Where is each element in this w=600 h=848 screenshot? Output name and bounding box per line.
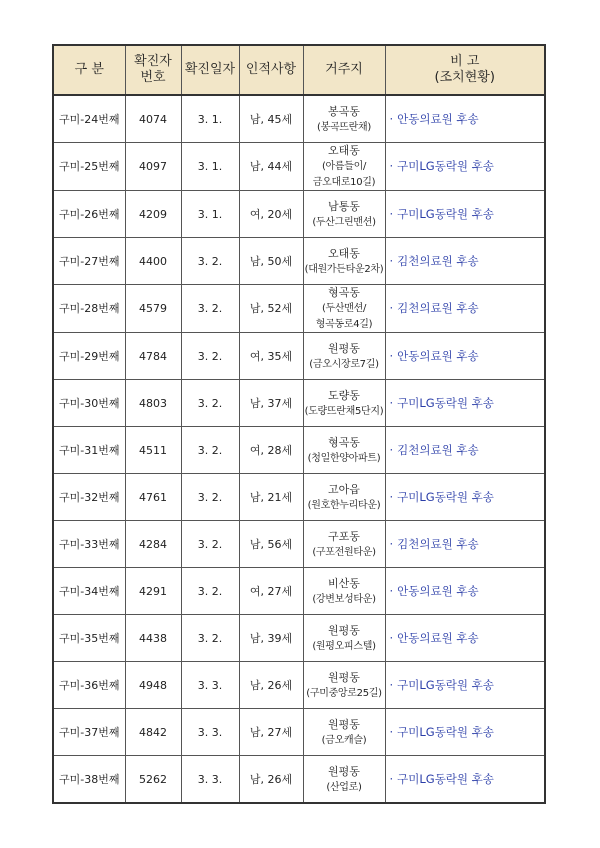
case-number-cell: 4209 <box>125 191 181 238</box>
residence-district: 고아읍 <box>328 482 360 496</box>
bullet-marker: · <box>389 253 394 268</box>
residence-district: 봉곡동 <box>328 104 360 118</box>
case-label-cell: 구미-28번째 <box>53 285 125 333</box>
residence-cell <box>303 662 385 709</box>
case-number-cell: 4579 <box>125 285 181 333</box>
residence-detail: 형곡동로4길) <box>315 319 373 330</box>
residence-cell <box>303 380 385 427</box>
table-row <box>53 238 545 285</box>
confirm-date-cell: 3. 2. <box>181 285 239 333</box>
remarks-text: 구미LG동락원 후송 <box>397 724 494 739</box>
remarks-cell <box>385 427 545 474</box>
bullet-marker: · <box>389 111 394 126</box>
case-number-cell: 4842 <box>125 709 181 756</box>
bullet-marker: · <box>389 301 394 315</box>
residence-cell <box>303 756 385 804</box>
remarks-cell <box>385 380 545 427</box>
remarks-text: 안동의료원 후송 <box>397 630 479 645</box>
remarks-cell <box>385 474 545 521</box>
remarks-cell <box>385 568 545 615</box>
table-row <box>53 709 545 756</box>
residence-detail: (산업로) <box>326 781 362 793</box>
confirm-date-cell: 3. 2. <box>181 427 239 474</box>
remarks-cell <box>385 143 545 191</box>
residence-detail: (두산맨션/ <box>321 303 367 314</box>
residence-district: 남통동 <box>328 199 360 213</box>
personal-info-cell: 남, 50세 <box>239 238 303 285</box>
bullet-marker: · <box>389 348 394 363</box>
table-header <box>53 45 545 95</box>
residence-detail: (두산그린맨션) <box>312 216 376 228</box>
residence-cell <box>303 568 385 615</box>
confirm-date-cell: 3. 1. <box>181 143 239 191</box>
remarks-text: 김천의료원 후송 <box>397 301 479 315</box>
confirm-date-cell: 3. 2. <box>181 521 239 568</box>
table-row <box>53 756 545 804</box>
residence-district: 원평동 <box>328 341 360 355</box>
bullet-marker: · <box>389 159 394 173</box>
header-category: 구 분 <box>53 45 125 95</box>
case-number-cell: 5262 <box>125 756 181 804</box>
table-body <box>53 95 545 803</box>
case-number-cell: 4761 <box>125 474 181 521</box>
residence-district: 원평동 <box>328 623 360 637</box>
remarks-text: 김천의료원 후송 <box>397 253 479 268</box>
residence-cell <box>303 615 385 662</box>
case-label-cell: 구미-37번째 <box>53 709 125 756</box>
residence-cell <box>303 427 385 474</box>
confirm-date-cell: 3. 2. <box>181 615 239 662</box>
remarks-cell <box>385 238 545 285</box>
residence-district: 오태동 <box>328 246 360 260</box>
case-number-cell: 4438 <box>125 615 181 662</box>
remarks-cell <box>385 521 545 568</box>
bullet-marker: · <box>389 771 394 786</box>
residence-detail: (구미중앙로25길) <box>306 687 382 699</box>
header-remarks: 비 고 (조치현황) <box>385 45 545 95</box>
residence-cell <box>303 333 385 380</box>
remarks-text: 김천의료원 후송 <box>397 442 479 457</box>
case-label-cell: 구미-32번째 <box>53 474 125 521</box>
residence-cell <box>303 521 385 568</box>
personal-info-cell: 남, 37세 <box>239 380 303 427</box>
remarks-text: 구미LG동락원 후송 <box>397 395 494 410</box>
personal-info-cell: 남, 26세 <box>239 756 303 804</box>
residence-district: 비산동 <box>328 576 360 590</box>
table-row <box>53 427 545 474</box>
table-row <box>53 662 545 709</box>
residence-district: 원평동 <box>328 717 360 731</box>
case-label-cell: 구미-35번째 <box>53 615 125 662</box>
residence-detail: (도량뜨란채5단지) <box>304 405 384 417</box>
confirm-date-cell: 3. 2. <box>181 333 239 380</box>
personal-info-cell: 여, 28세 <box>239 427 303 474</box>
personal-info-cell: 남, 27세 <box>239 709 303 756</box>
residence-district: 도량동 <box>328 388 360 402</box>
confirmed-cases-table <box>52 44 546 804</box>
residence-district: 형곡동 <box>328 435 360 449</box>
confirm-date-cell: 3. 3. <box>181 662 239 709</box>
remarks-text: 구미LG동락원 후송 <box>397 159 494 173</box>
residence-cell <box>303 95 385 143</box>
table-row <box>53 285 545 333</box>
case-label-cell: 구미-24번째 <box>53 95 125 143</box>
case-number-cell: 4803 <box>125 380 181 427</box>
remarks-cell <box>385 191 545 238</box>
bullet-marker: · <box>389 630 394 645</box>
residence-cell <box>303 474 385 521</box>
residence-detail: (대원가든타운2차) <box>304 263 384 275</box>
residence-cell <box>303 143 385 191</box>
residence-cell <box>303 709 385 756</box>
residence-cell <box>303 238 385 285</box>
residence-detail: (강변보성타운) <box>312 593 376 605</box>
remarks-text: 안동의료원 후송 <box>397 583 479 598</box>
case-label-cell: 구미-31번째 <box>53 427 125 474</box>
bullet-marker: · <box>389 536 394 551</box>
residence-district: 형곡동 <box>328 286 360 299</box>
remarks-text: 구미LG동락원 후송 <box>397 489 494 504</box>
personal-info-cell: 남, 56세 <box>239 521 303 568</box>
case-number-cell: 4284 <box>125 521 181 568</box>
table-row <box>53 615 545 662</box>
bullet-marker: · <box>389 442 394 457</box>
residence-detail: (구포전원타운) <box>312 546 376 558</box>
bullet-marker: · <box>389 206 394 221</box>
confirm-date-cell: 3. 3. <box>181 756 239 804</box>
case-label-cell: 구미-27번째 <box>53 238 125 285</box>
table-row <box>53 143 545 191</box>
table-row <box>53 568 545 615</box>
personal-info-cell: 남, 39세 <box>239 615 303 662</box>
case-label-cell: 구미-36번째 <box>53 662 125 709</box>
residence-detail: 금오대로10길) <box>312 177 376 188</box>
remarks-text: 안동의료원 후송 <box>397 348 479 363</box>
bullet-marker: · <box>389 583 394 598</box>
table-row <box>53 95 545 143</box>
table-row <box>53 474 545 521</box>
bullet-marker: · <box>389 724 394 739</box>
residence-district: 원평동 <box>328 764 360 778</box>
personal-info-cell: 남, 21세 <box>239 474 303 521</box>
confirm-date-cell: 3. 1. <box>181 191 239 238</box>
remarks-cell <box>385 95 545 143</box>
remarks-text: 구미LG동락원 후송 <box>397 206 494 221</box>
case-label-cell: 구미-30번째 <box>53 380 125 427</box>
residence-detail: (금오캐슬) <box>321 734 367 746</box>
case-label-cell: 구미-25번째 <box>53 143 125 191</box>
confirm-date-cell: 3. 2. <box>181 380 239 427</box>
case-label-cell: 구미-34번째 <box>53 568 125 615</box>
remarks-text: 김천의료원 후송 <box>397 536 479 551</box>
personal-info-cell: 여, 35세 <box>239 333 303 380</box>
confirm-date-cell: 3. 3. <box>181 709 239 756</box>
confirm-date-cell: 3. 2. <box>181 238 239 285</box>
confirm-date-cell: 3. 1. <box>181 95 239 143</box>
table-row <box>53 380 545 427</box>
personal-info-cell: 여, 20세 <box>239 191 303 238</box>
residence-detail: (청일한양아파트) <box>307 452 381 464</box>
case-label-cell: 구미-29번째 <box>53 333 125 380</box>
residence-district: 원평동 <box>328 670 360 684</box>
header-personal-info: 인적사항 <box>239 45 303 95</box>
personal-info-cell: 남, 45세 <box>239 95 303 143</box>
case-label-cell: 구미-38번째 <box>53 756 125 804</box>
residence-detail: (원호한누리타운) <box>307 499 381 511</box>
remarks-cell <box>385 756 545 804</box>
confirm-date-cell: 3. 2. <box>181 474 239 521</box>
header-case-number: 확진자 번호 <box>125 45 181 95</box>
case-number-cell: 4784 <box>125 333 181 380</box>
case-number-cell: 4948 <box>125 662 181 709</box>
remarks-cell <box>385 615 545 662</box>
case-number-cell: 4511 <box>125 427 181 474</box>
bullet-marker: · <box>389 677 394 692</box>
residence-detail: (금오시장로7길) <box>309 358 379 370</box>
residence-district: 구포동 <box>328 529 360 543</box>
residence-cell <box>303 191 385 238</box>
residence-detail: (아름들이/ <box>321 161 367 172</box>
bullet-marker: · <box>389 489 394 504</box>
case-label-cell: 구미-26번째 <box>53 191 125 238</box>
residence-district: 오태동 <box>328 144 360 157</box>
table-row <box>53 191 545 238</box>
residence-detail: (봉곡뜨란채) <box>316 121 371 133</box>
remarks-cell <box>385 662 545 709</box>
confirm-date-cell: 3. 2. <box>181 568 239 615</box>
residence-cell <box>303 285 385 333</box>
remarks-cell <box>385 333 545 380</box>
personal-info-cell: 남, 26세 <box>239 662 303 709</box>
table-row <box>53 521 545 568</box>
remarks-cell <box>385 709 545 756</box>
case-number-cell: 4291 <box>125 568 181 615</box>
case-number-cell: 4400 <box>125 238 181 285</box>
case-number-cell: 4074 <box>125 95 181 143</box>
case-number-cell: 4097 <box>125 143 181 191</box>
case-label-cell: 구미-33번째 <box>53 521 125 568</box>
table-row <box>53 333 545 380</box>
remarks-text: 구미LG동락원 후송 <box>397 677 494 692</box>
header-residence: 거주지 <box>303 45 385 95</box>
remarks-text: 안동의료원 후송 <box>397 111 479 126</box>
remarks-text: 구미LG동락원 후송 <box>397 771 494 786</box>
personal-info-cell: 여, 27세 <box>239 568 303 615</box>
personal-info-cell: 남, 44세 <box>239 143 303 191</box>
personal-info-cell: 남, 52세 <box>239 285 303 333</box>
remarks-cell <box>385 285 545 333</box>
residence-detail: (원평오피스텔) <box>312 640 376 652</box>
header-confirm-date: 확진일자 <box>181 45 239 95</box>
bullet-marker: · <box>389 395 394 410</box>
cases-table-container <box>52 44 544 804</box>
